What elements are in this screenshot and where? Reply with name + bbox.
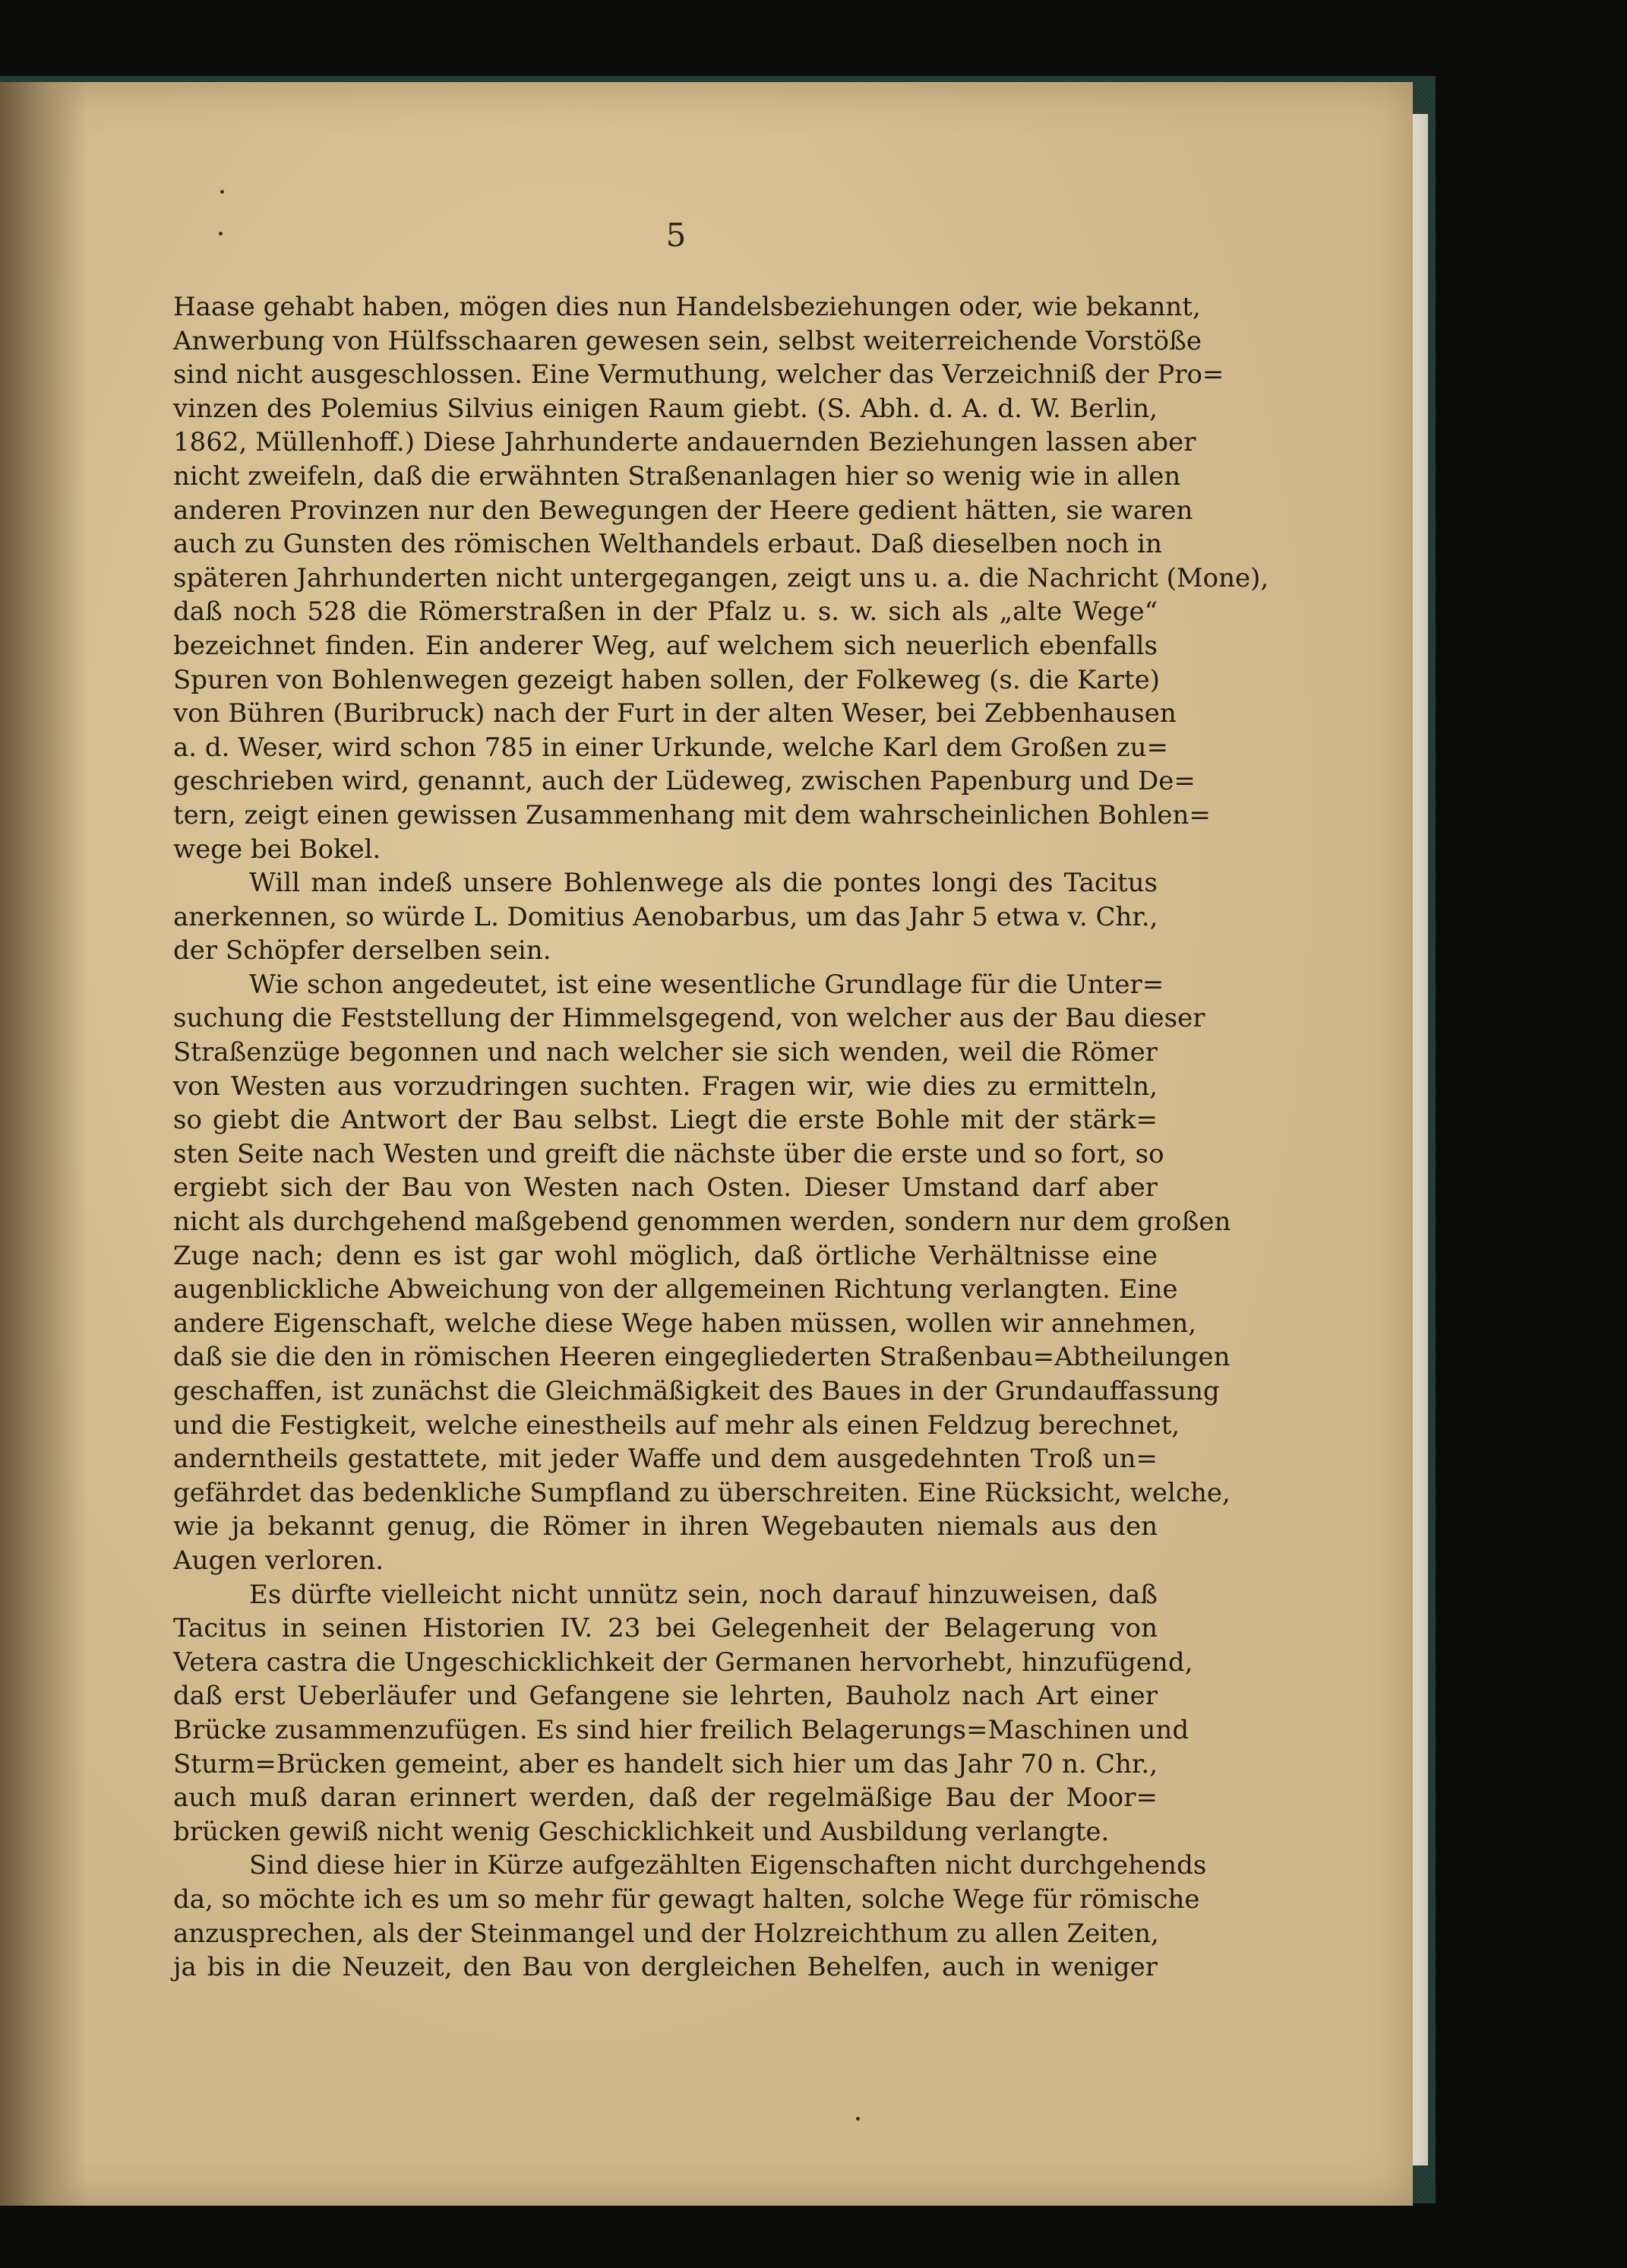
text-line: vinzen des Polemius Silvius einigen Raum giebt. (S. Abh. d. A. d. W. Berlin, <box>173 393 1158 424</box>
text-line: Wie schon angedeutet, ist eine wesentliche Grundlage für die Unter= <box>249 969 1164 1000</box>
text-line: Straßenzüge begonnen und nach welcher sie sich wenden, weil die Römer <box>173 1037 1158 1068</box>
text-line: andere Eigenschaft, welche diese Wege haben müssen, wollen wir annehmen, <box>173 1308 1197 1339</box>
text-line: daß noch 528 die Römerstraßen in der Pfalz u. s. w. sich als „alte Wege“ <box>173 596 1158 628</box>
page-number: 5 <box>665 217 687 254</box>
text-line: Will man indeß unsere Bohlenwege als die pontes longi des Tacitus <box>249 868 1158 899</box>
text-line: bezeichnet finden. Ein anderer Weg, auf welchem sich neuerlich ebenfalls <box>173 630 1158 661</box>
text-line: Anwerbung von Hülfsschaaren gewesen sein, selbst weiterreichende Vorstöße <box>173 325 1202 356</box>
text-line: der Schöpfer derselben sein. <box>173 935 551 966</box>
speck <box>220 190 224 194</box>
text-line: auch zu Gunsten des römischen Welthandels erbaut. Daß dieselben noch in <box>173 529 1162 560</box>
text-line: 1862, Müllenhoff.) Diese Jahrhunderte andauernden Beziehungen lassen aber <box>173 427 1196 458</box>
text-line: Sturm=Brücken gemeint, aber es handelt sich hier um das Jahr 70 n. Chr., <box>173 1748 1158 1779</box>
text-line: auch muß daran erinnert werden, daß der regelmäßige Bau der Moor= <box>173 1782 1158 1814</box>
text-line: daß sie die den in römischen Heeren eingegliederten Straßenbau=Abtheilungen <box>173 1342 1231 1373</box>
speck <box>219 232 223 236</box>
text-line: Tacitus in seinen Historien IV. 23 bei Gelegenheit der Belagerung von <box>173 1613 1158 1644</box>
text-line: späteren Jahrhunderten nicht untergegangen, zeigt uns u. a. die Nachricht (Mone), <box>173 562 1269 593</box>
speck <box>856 2117 860 2121</box>
text-line: brücken gewiß nicht wenig Geschicklichkeit und Ausbildung verlangte. <box>173 1816 1110 1847</box>
text-line: sind nicht ausgeschlossen. Eine Vermuthung, welcher das Verzeichniß der Pro= <box>173 359 1224 391</box>
text-line: augenblickliche Abweichung von der allgemeinen Richtung verlangten. Eine <box>173 1274 1178 1305</box>
text-line: von Bühren (Buribruck) nach der Furt in der alten Weser, bei Zebbenhausen <box>173 698 1177 729</box>
text-line: anerkennen, so würde L. Domitius Aenobarbus, um das Jahr 5 etwa v. Chr., <box>173 901 1158 932</box>
text-line: Vetera castra die Ungeschicklichkeit der Germanen hervorhebt, hinzufügend, <box>173 1646 1193 1678</box>
text-line: Spuren von Bohlenwegen gezeigt haben sollen, der Folkeweg (s. die Karte) <box>173 664 1160 695</box>
text-line: geschaffen, ist zunächst die Gleichmäßigkeit des Baues in der Grundauffassung <box>173 1376 1220 1406</box>
text-line: da, so möchte ich es um so mehr für gewagt halten, solche Wege für römische <box>173 1884 1200 1915</box>
text-line: von Westen aus vorzudringen suchten. Fragen wir, wie dies zu ermitteln, <box>173 1071 1158 1102</box>
text-line: Zuge nach; denn es ist gar wohl möglich, daß örtliche Verhältnisse eine <box>173 1240 1158 1271</box>
text-line: Augen verloren. <box>173 1545 384 1576</box>
text-line: ja bis in die Neuzeit, den Bau von dergleichen Behelfen, auch in weniger <box>173 1952 1158 1983</box>
text-line: wie ja bekannt genug, die Römer in ihren Wegebauten niemals aus den <box>173 1511 1158 1542</box>
text-line: Haase gehabt haben, mögen dies nun Handelsbeziehungen oder, wie bekannt, <box>173 292 1201 322</box>
text-line: anderen Provinzen nur den Bewegungen der Heere gedient hätten, sie waren <box>173 495 1193 526</box>
text-line: sten Seite nach Westen und greift die nächste über die erste und so fort, so <box>173 1138 1164 1169</box>
text-line: suchung die Feststellung der Himmelsgegend, von welcher aus der Bau dieser <box>173 1003 1205 1034</box>
text-line: und die Festigkeit, welche einestheils auf mehr als einen Feldzug berechnet, <box>173 1409 1180 1441</box>
text-line: daß erst Ueberläufer und Gefangene sie lehrten, Bauholz nach Art einer <box>173 1681 1158 1712</box>
text-line: Es dürfte vielleicht nicht unnütz sein, noch darauf hinzuweisen, daß <box>249 1579 1158 1610</box>
text-line: gefährdet das bedenkliche Sumpfland zu überschreiten. Eine Rücksicht, welche, <box>173 1477 1231 1508</box>
body-text <box>173 290 1269 1985</box>
text-line: ergiebt sich der Bau von Westen nach Osten. Dieser Umstand darf aber <box>173 1172 1158 1204</box>
page-gutter <box>0 82 87 2206</box>
text-line: geschrieben wird, genannt, auch der Lüdeweg, zwischen Papenburg und De= <box>173 766 1196 797</box>
text-line: a. d. Weser, wird schon 785 in einer Urkunde, welche Karl dem Großen zu= <box>173 732 1169 763</box>
text-line: nicht zweifeln, daß die erwähnten Straßenanlagen hier so wenig wie in allen <box>173 460 1181 492</box>
text-line: nicht als durchgehend maßgebend genommen werden, sondern nur dem großen <box>173 1207 1231 1238</box>
text-line: anzusprechen, als der Steinmangel und der Holzreichthum zu allen Zeiten, <box>173 1918 1159 1949</box>
text-line: Brücke zusammenzufügen. Es sind hier freilich Belagerungs=Maschinen und <box>173 1714 1189 1745</box>
text-line: wege bei Bokel. <box>173 833 381 865</box>
text-line: so giebt die Antwort der Bau selbst. Liegt die erste Bohle mit der stärk= <box>173 1105 1158 1136</box>
text-line: Sind diese hier in Kürze aufgezählten Eigenschaften nicht durchgehends <box>249 1850 1207 1881</box>
text-line: anderntheils gestattete, mit jeder Waffe und dem ausgedehnten Troß un= <box>173 1444 1158 1475</box>
text-line: tern, zeigt einen gewissen Zusammenhang mit dem wahrscheinlichen Bohlen= <box>173 799 1211 830</box>
